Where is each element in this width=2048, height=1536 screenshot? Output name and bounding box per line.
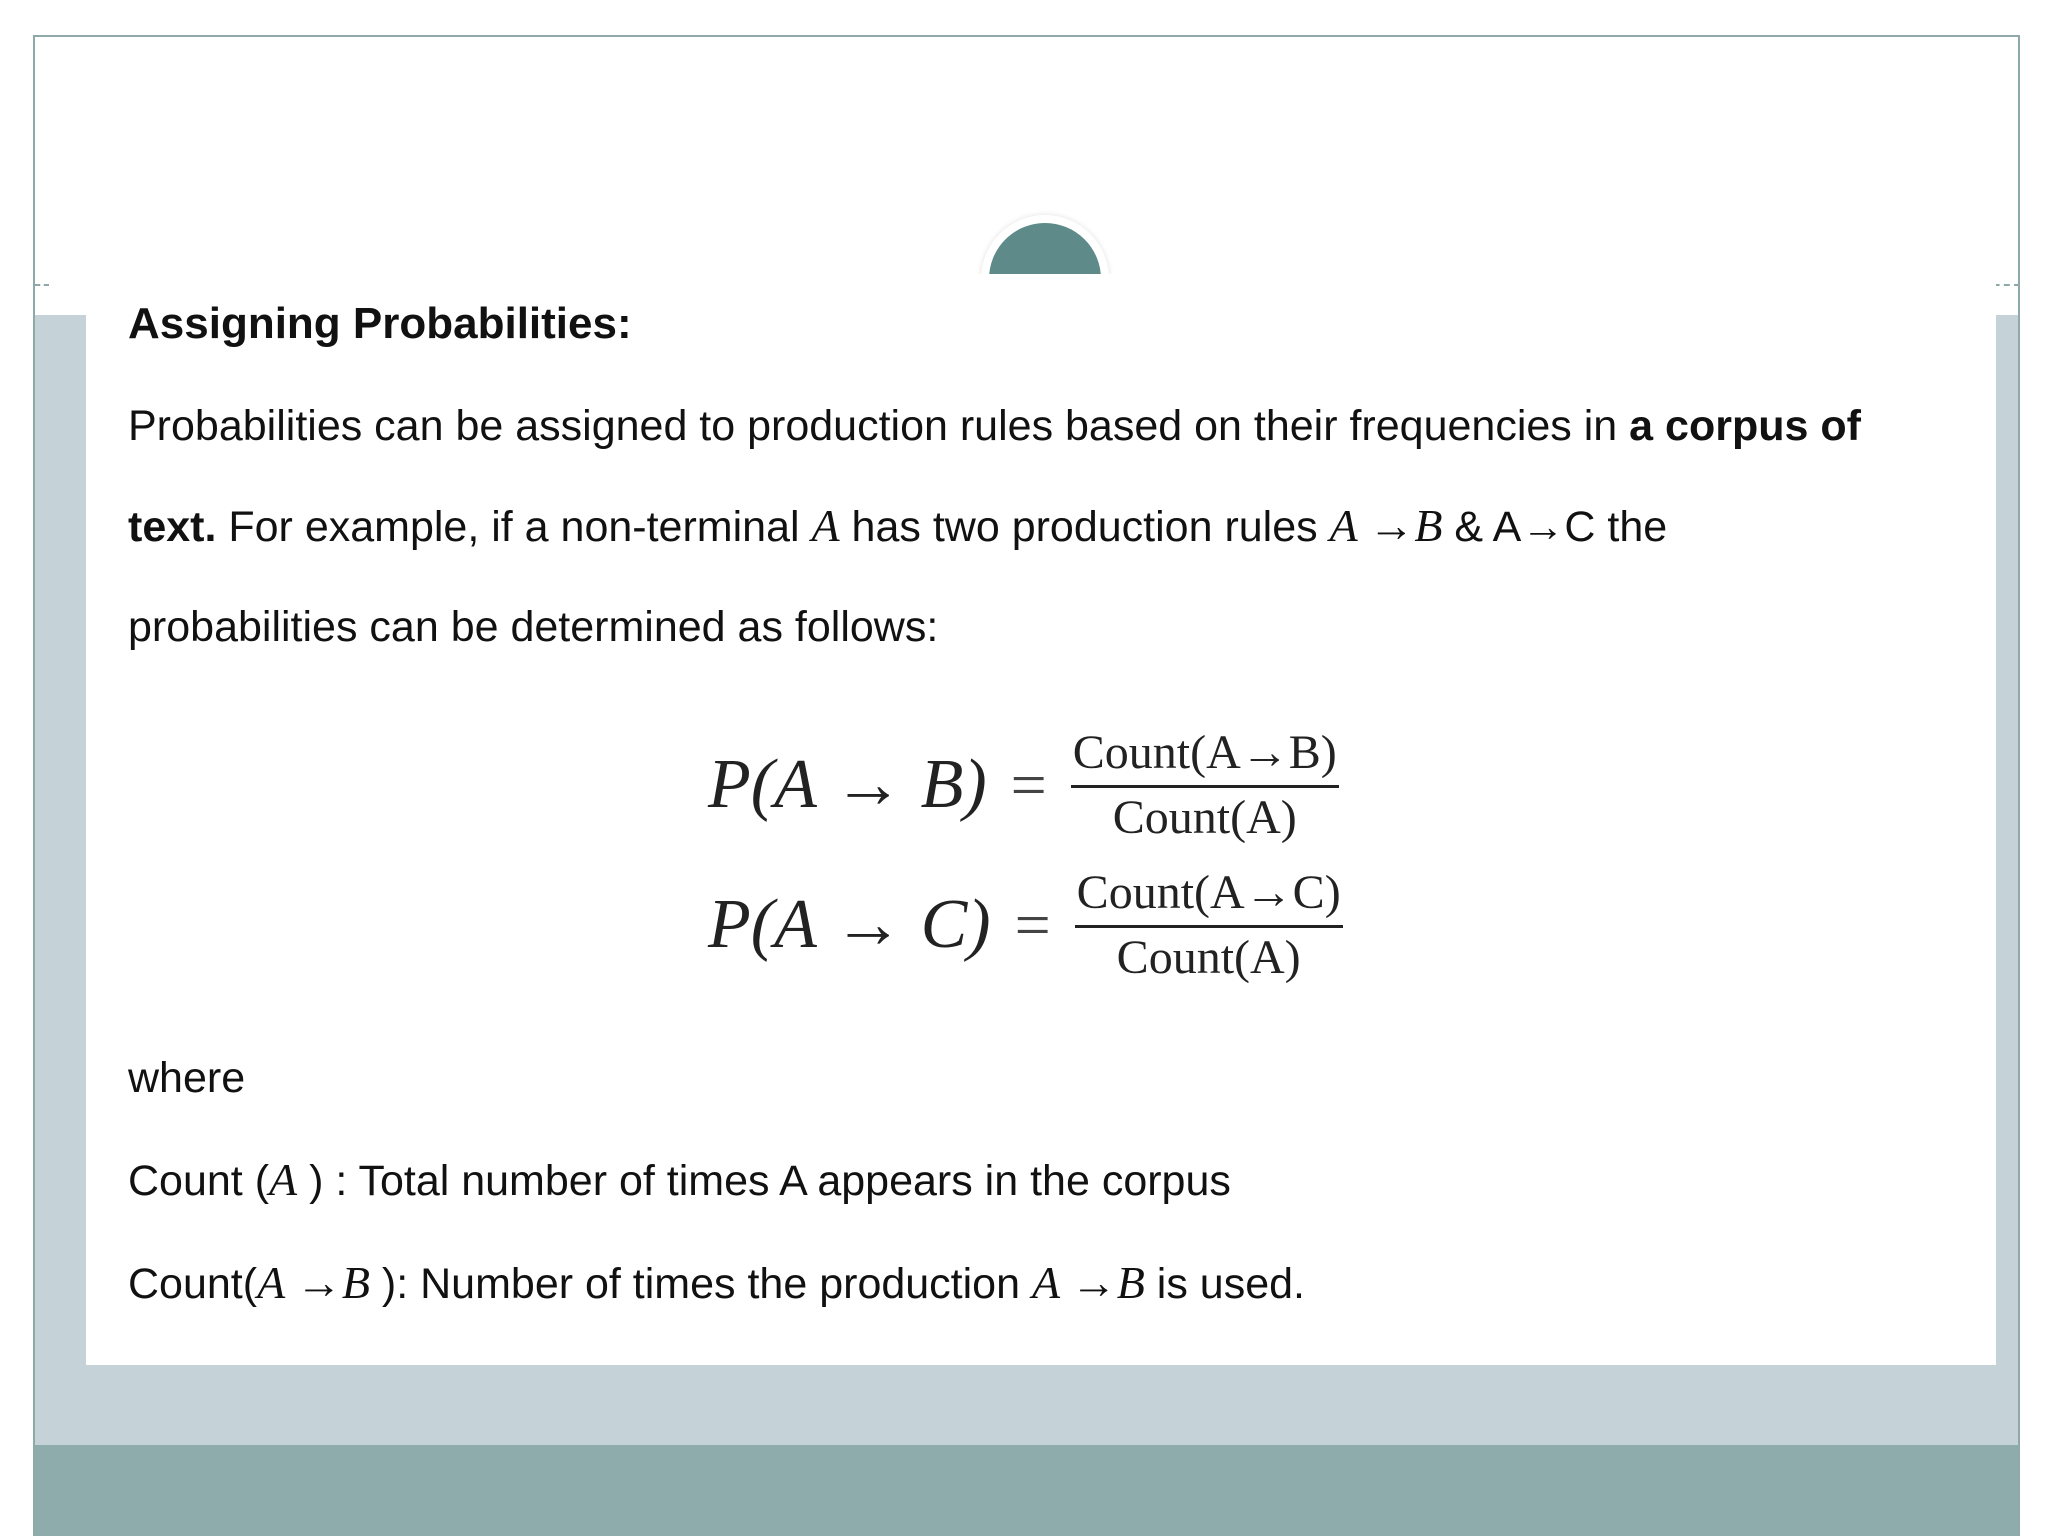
intro-text-3: has two production rules	[839, 503, 1330, 551]
intro-text-2: For example, if a non-terminal	[216, 503, 812, 551]
intro-var-a: A	[811, 500, 840, 551]
intro-paragraph	[128, 376, 1956, 677]
background-band-dark	[35, 1445, 2018, 1536]
equation-ac-fraction	[1075, 865, 1343, 986]
slide-heading: Assigning Probabilities:	[128, 299, 632, 348]
definition-count-ab-math2: A →B	[1031, 1257, 1145, 1308]
definition-count-ab	[128, 1232, 1956, 1335]
intro-text-4: & A→C the	[1442, 503, 1668, 551]
equation-block	[128, 715, 1956, 995]
equation-ac-equals: =	[1014, 889, 1051, 960]
definition-count-ab-middle: ): Number of times the production	[369, 1260, 1032, 1308]
equation-ac	[708, 855, 1956, 995]
definition-count-a-math: A	[269, 1154, 298, 1205]
equation-ac-numerator: Count(A→C)	[1075, 865, 1343, 928]
intro-text-1: Probabilities can be assigned to production rules based on their frequencies in	[128, 402, 1630, 450]
definition-count-ab-prefix: Count(	[128, 1260, 258, 1308]
equation-ac-denominator: Count(A)	[1116, 930, 1301, 984]
intro-rule-ab: A →B	[1329, 500, 1443, 551]
equation-ab-denominator: Count(A)	[1112, 790, 1297, 844]
equation-ab-equals: =	[1010, 749, 1047, 820]
equation-ab	[708, 715, 1956, 855]
definition-count-a	[128, 1129, 1956, 1232]
intro-bold-1: a corpus of	[1629, 402, 1861, 450]
definition-count-a-suffix: ) : Total number of times A appears in the corpus	[297, 1157, 1231, 1205]
equation-ac-lhs: P(A → C)	[708, 886, 991, 963]
slide	[33, 35, 2020, 1536]
definition-count-a-prefix: Count (	[128, 1157, 270, 1205]
equation-ab-lhs: P(A → B)	[708, 746, 987, 823]
content-box	[86, 274, 1996, 1365]
intro-text-5: probabilities can be determined as follows:	[128, 603, 939, 651]
definition-count-ab-math: A →B	[257, 1257, 370, 1308]
equation-ab-fraction	[1071, 725, 1339, 846]
where-label: where	[128, 1054, 246, 1102]
intro-bold-2: text.	[128, 503, 217, 551]
equation-ab-numerator: Count(A→B)	[1071, 725, 1339, 788]
definition-count-ab-suffix: is used.	[1144, 1260, 1305, 1308]
dashed-rule-left	[35, 284, 49, 286]
